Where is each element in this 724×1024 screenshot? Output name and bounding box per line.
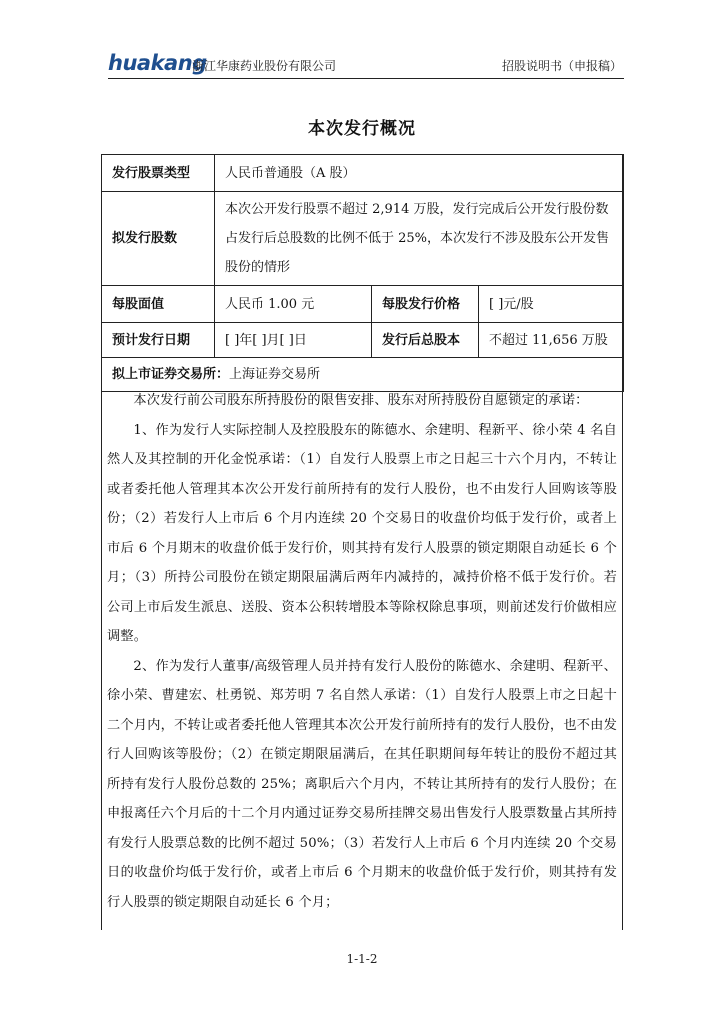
par-value-label: 每股面值 <box>102 286 215 323</box>
exchange-value: 上海证券交易所 <box>229 367 321 382</box>
table-row-issue-date <box>102 323 624 358</box>
issue-price-label: 每股发行价格 <box>372 286 479 323</box>
issue-price-value: [ ]元/股 <box>479 286 624 323</box>
page-header <box>108 50 624 79</box>
shares-label: 拟发行股数 <box>102 192 215 286</box>
company-name: 浙江华康药业股份有限公司 <box>192 59 337 73</box>
logo-text: huakang <box>108 51 207 75</box>
par-value-value: 人民币 1.00 元 <box>215 286 372 323</box>
issue-date-label: 预计发行日期 <box>102 323 215 358</box>
table-row-shares <box>102 192 624 286</box>
issue-date-value: [ ]年[ ]月[ ]日 <box>215 323 372 358</box>
exchange-label: 拟上市证券交易所： <box>112 367 230 382</box>
commitment-paragraph-2: 2、作为发行人董事/高级管理人员并持有发行人股份的陈德水、余建明、程新平、徐小荣、曹建宏、杜勇锐、郑芳明 7 名自然人承诺：（1）自发行人股票上市之日起十二个月内，不转让或者委托他人管理其本次公开发行前所持有的发行人股份，也不由发行人回购该等股份；（2）在锁定期限届满后，在其任职期间每年转让的股份不超过其所持有发行人股份总数的 25%；离职后六个月内，不转让其所持有的发行人股份；在申报离任六个月后的十二个月内通过证券交易所挂牌交易出售发行人股票数量占其所持有发行人股票总数的比例不超过 50%；（3）若发行人上市后 6 个月内连续 20 个交易日的收盘价均低于发行价，或者上市后 6 个月期末的收盘价低于发行价，则其持有发行人股票的锁定期限自动延长 6 个月； <box>107 658 617 910</box>
total-capital-label: 发行后总股本 <box>372 323 479 358</box>
page-title: 本次发行概况 <box>308 119 416 139</box>
lockup-commitments <box>107 386 617 917</box>
stock-type-label: 发行股票类型 <box>102 155 215 192</box>
offering-summary-table <box>101 154 624 392</box>
shares-value: 本次公开发行股票不超过 2,914 万股，发行完成后公开发行股份数占发行后总股数的比例不低于 25%，本次发行不涉及股东公开发售股份的情形 <box>215 192 624 286</box>
table-row-par-value <box>102 286 624 323</box>
commitment-intro: 本次发行前公司股东所持股份的限售安排、股东对所持股份自愿锁定的承诺： <box>133 393 589 408</box>
commitment-paragraph-1: 1、作为发行人实际控制人及控股股东的陈德水、余建明、程新平、徐小荣 4 名自然人及其控制的开化金悦承诺：（1）自发行人股票上市之日起三十六个月内，不转让或者委托他人管理其本次公开发行前所持有的发行人股份，也不由发行人回购该等股份；（2）若发行人上市后 6 个月内连续 20 个交易日的收盘价均低于发行价，或者上市后 6 个月期末的收盘价低于发行价，则其持有发行人股票的锁定期限自动延长 6 个月；（3）所持公司股份在锁定期限届满后两年内减持的，减持价格不低于发行价。若公司上市后发生派息、送股、资本公积转增股本等除权除息事项，则前述发行价做相应调整。 <box>107 422 617 644</box>
stock-type-value: 人民币普通股（A 股） <box>215 155 624 192</box>
document-type: 招股说明书（申报稿） <box>501 59 622 73</box>
page-number: 1-1-2 <box>346 952 378 966</box>
table-row-stock-type <box>102 155 624 192</box>
total-capital-value: 不超过 11,656 万股 <box>479 323 624 358</box>
